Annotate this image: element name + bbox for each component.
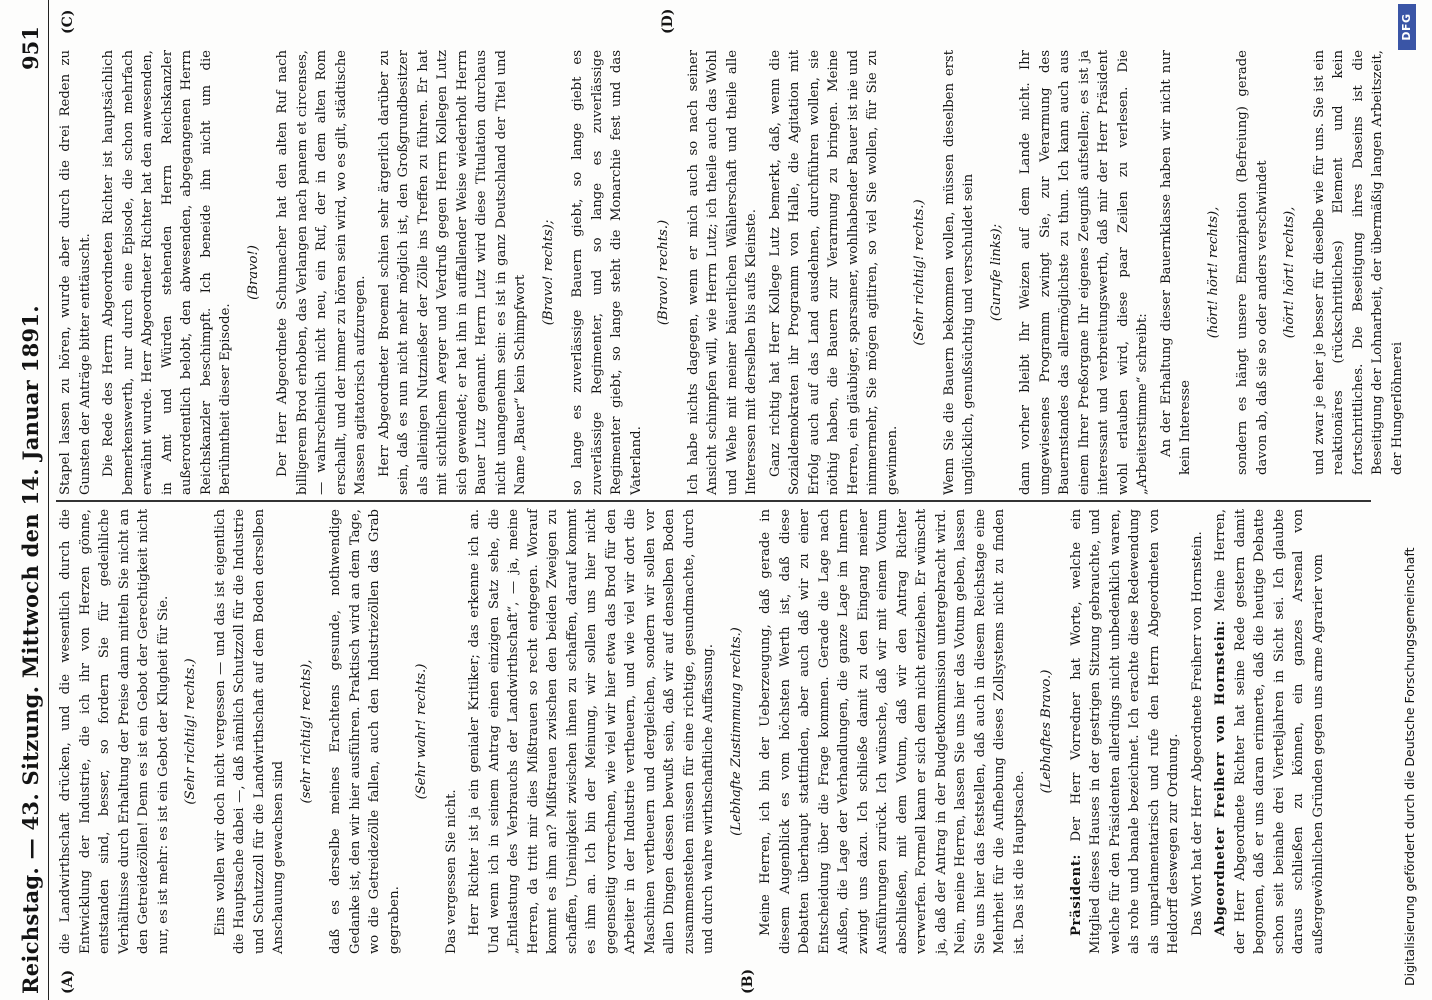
interjection: (Sehr richtig! rechts.) [183,658,198,805]
interjection: (Lebhaftes Bravo.) [1039,669,1054,794]
paragraph: Ich habe nichts dagegen, wenn er mich auch so nach seiner Ansicht schimpfen will, wie Herrn Lutz; ich theile auch das Wohl und Wehe mit meiner bäuerlichen Wählerschaft und theile alle Interessen mit derselben bis aufs Kleinste. [685,50,759,495]
statement-text: Meine Herren, der Herr Abgeordnete Richter hat seine Rede gestern damit begonnen, daß er uns daran erinnerte, daß die heutige Debatte schon seit beinahe drei Vierteljahren in Sicht sei. Ich glaubte daraus schließen zu können, ein ganzes Arsenal von außergewöhnlichen Gründen gegen uns arme Agrarier vom [1213,508,1326,954]
paragraph: Meine Herren, ich bin der Ueberzeugung, daß gerade in diesem Augenblick es vom höchsten Werth ist, daß diese Debatten überhaupt stattfinden, aber auch daß wir zu einer Entscheidung über die Frage kommen. Gerade die Lage nach Außen, die Lage der Verhandlungen, die ganze Lage im Innern zwingt uns dazu. Ich schließe damit zu den Eingang meiner Ausführungen zurück. Ich wünsche, daß wir mit einem Votum abschließen, mit dem Votum, daß wir den Antrag Richter verwerfen. Formell kann er sich dem nicht entziehen. Er wünscht ja, daß der Antrag in der Budgetkommission untergebracht wird. Nein, meine Herren, lassen Sie uns hier das Votum geben, lassen Sie uns hier das feststellen, daß auch in diesem Reichstage eine Mehrheit für die Aufhebung dieses Zollsystems nicht zu finden ist. Das ist die Hauptsache. [758,509,1027,954]
interjection: (Bravo! rechts.) [656,219,671,326]
paragraph: so lange es zuverlässige Bauern giebt, so lange giebt es zuverlässige Regimenter, und so lange es zuverlässige Regimenter giebt, so lange steht die Monarchie fest und das Vaterland. [570,50,644,495]
speaker-name: Abgeordneter Freiherr von Hornstein: [1213,620,1228,936]
interjection: (hört! hört! rechts), [1282,206,1297,339]
paragraph: Der Herr Abgeordnete Schumacher hat den alten Ruf nach billigerem Brod erhoben, das Verlangen nach panem et circenses, — wahrscheinlich nicht neu, ein Ruf, der in dem alten Rom erschallt, und der immer zu hören sein wird, wo es gilt, städtische Massen agitatorisch aufzuregen. [275,50,368,495]
paragraph: Stapel lassen zu hören, wurde aber durch die drei Reden zu Gunsten der Anträge bitter enttäuscht. [58,50,93,495]
quotation: sondern es hängt unsere Emanzipation (Befreiung) gerade davon ab, daß sie so oder anders verschwindet [1235,50,1270,475]
digitization-credit [1390,0,1430,1000]
interjection: (Bravo! rechts); [540,219,556,326]
paragraph: Ganz richtig hat Herr Kollege Lutz bemerkt, daß, wenn die Sozialdemokraten ihr Programm von Halle, die Agitation mit Erfolg auch auf das Land ausdehnen, durchführen wollen, sie nöthig haben, die Bauern zur Verarmung zu bringen. Meine Herren, ein gläubiger, sparsamer, wohlhabender Bauer ist nie und nimmermehr, Sie mögen agitiren, so viel Sie wollen, für Sie zu gewinnen. [767,50,900,495]
right-column [56,50,1411,495]
paragraph: Herr Abgeordneter Broemel schien sehr ärgerlich darüber zu sein, daß es nun nicht mehr möglich ist, den Großgrundbesitzer als alleinigen Nutznießer der Zölle ins Treffen zu führen. Er hat mit sichtlichem Aerger und Verdruß gegen Herrn Kollegen Lutz sich gewendet; er hat ihn in auffallender Weise wiederholt Herrn Bauer Lutz genannt. Herrn Lutz wird diese Titulation durchaus nicht unangenehm sein: es ist in ganz Deutschland der Titel und Name „Bauer“ kein Schimpfwort [376,50,528,495]
column-divider [56,501,1371,503]
paragraph: Herr Richter ist ja ein genialer Kritiker; das erkenne ich an. Und wenn ich in seinem Antrag einen einzigen Satz sehe, die „Entlastung des Verbrauchs der Landwirthschaft“, — ja, meine Herren, da tritt mir dies Mißtrauen so recht entgegen. Worauf kommt es ihm an? Mißtrauen zwischen den beiden Zweigen zu schaffen, Uneinigkeit zwischen ihnen zu schaffen, darauf kommt es ihm an. Ich bin der Meinung, wir sollen uns hier nicht gegenseitig vorrechnen, wie viel wir hier etwa das Brod für den Arbeiter in der Industrie vertheuern, und wie viel wir dort die Maschinen vertheuern und dergleichen, sondern wir sollen vor allen Dingen dessen bewußt sein, daß wir auf denselben Boden zusammenstehen müssen für eine richtige, gesundmachte, durch und durch wahre wirthschaftliche Auffassung. [467,509,716,954]
paragraph: Eins wollen wir doch nicht vergessen — und das ist eigentlich die Hauptsache dabei —, daß nämlich Schutzzoll für die Industrie und Schutzzoll für die Landwirthschaft auf dem Boden derselben Anschauung gewachsen sind [212,509,286,954]
interjection: (sehr richtig! rechts), [298,659,314,804]
margin-mark-c: (C) [60,9,76,34]
dfg-logo: DFG [1398,4,1416,50]
paragraph: Das vergessen Sie nicht. [443,789,459,954]
interjection: (Bravo!) [245,245,261,300]
interjection: (Sehr richtig! rechts.) [912,199,927,346]
left-column [56,509,1332,954]
interjection: (hört! hört! rechts), [1205,206,1221,339]
quotation: und zwar je eher je besser für dieselbe wie für uns. Sie ist ein reaktionäres (rückschrittliches) Element und kein fortschrittliches. Die Beseitigung ihres Daseins ist die Beseitigung der Lohnarbeit, der übermäßig langen Arbeitszeit, der Hungerlöhnerei [1311,50,1405,475]
speaker-name: Präsident: [1068,853,1084,936]
quotation: An der Erhaltung dieser Bauernklasse haben wir nicht nur kein Interesse [1158,50,1193,475]
page-number: 951 [18,26,43,70]
margin-mark-d: (D) [660,8,676,34]
running-head: Reichstag. — 43. Sitzung. Mittwoch den 14. Januar 1891. [18,305,43,994]
speaker-statement [1211,509,1328,954]
paragraph: die Landwirthschaft drücken, und die wesentlich durch die Entwicklung der Industrie, die ich ihr von Herzen gönne, entstanden sind, besser, so fordern Sie für gedeihliche Verhältnisse durch Erhaltung der Preise dann mitteln Sie nicht an den Getreidezöllen! Denn es ist ein Gebot der Gerechtigkeit nicht nur, es ist mehr: es ist ein Gebot der Klugheit für Sie. [58,509,171,954]
paragraph: dann vorher bleibt Ihr Weizen auf dem Lande nicht. Ihr umgewiesenes Programm zwingt Sie, zur Verarmung des Bauernstandes das allermöglichste zu thun. Ich kann auch aus einem Ihrer Preßorgane Ihr eigenes Zeugniß aufstellen; es ist ja interessant und verbreitungswerth, daß mir der Herr Präsident wohl erlauben wird, diese paar Zeilen zu verlesen. Die „Arbeiterstimme“ schreibt: [1018,50,1150,495]
interjection: (Sehr wahr! rechts.) [414,663,429,800]
paragraph: Das Wort hat der Herr Abgeordnete Freiherr von Hornstein. [1189,531,1205,936]
page-header [8,0,49,1000]
interjection: (Lebhafte Zustimmung rechts.) [728,627,744,836]
paragraph: Wenn Sie die Bauern bekommen wollen, müssen dieselben erst unglücklich, genußsüchtig und verschuldet sein [941,50,976,495]
credit-text: Digitalisierung gefördert durch die Deutsche Forschungsgemeinschaft [1402,547,1417,986]
paragraph: daß es derselbe meines Erachtens gesunde, nothwendige Gedanke ist, den wir hier ausführen. Praktisch wird an dem Tage, wo die Getreidezölle fallen, auch den Industriezöllen das Grab gegraben. [328,509,402,954]
margin-mark-b: (B) [740,968,756,994]
interjection: (Gurufe links); [988,223,1004,322]
statement-text: Der Herr Vorredner hat Worte, welche ein Mitglied dieses Hauses in der gestrigen Sitzung gebrauchte, und welche für den Präsidenten allerdings nicht unbedenklich waren, als rohe und banale bezeichnet. Ich erachte diese Redewendung als unparlamentarisch und rufe den Herrn Abgeordneten von Heldorff deswegen zur Ordnung. [1068,509,1181,954]
president-statement [1067,509,1184,954]
paragraph: Die Rede des Herrn Abgeordneten Richter ist hauptsächlich bemerkenswerth, nur durch eine Episode, die schon mehrfach erwähnt wurde. Herr Abgeordneter Richter hat den anwesenden, in Amt und Würden stehenden Herrn Reichskanzler außerordentlich belobt, den abwesenden, abgegangenen Herrn Reichskanzler beschimpft. Ich beneide ihn nicht um die Berühmtheit dieser Episode. [101,50,233,495]
margin-mark-a: (A) [60,969,76,994]
